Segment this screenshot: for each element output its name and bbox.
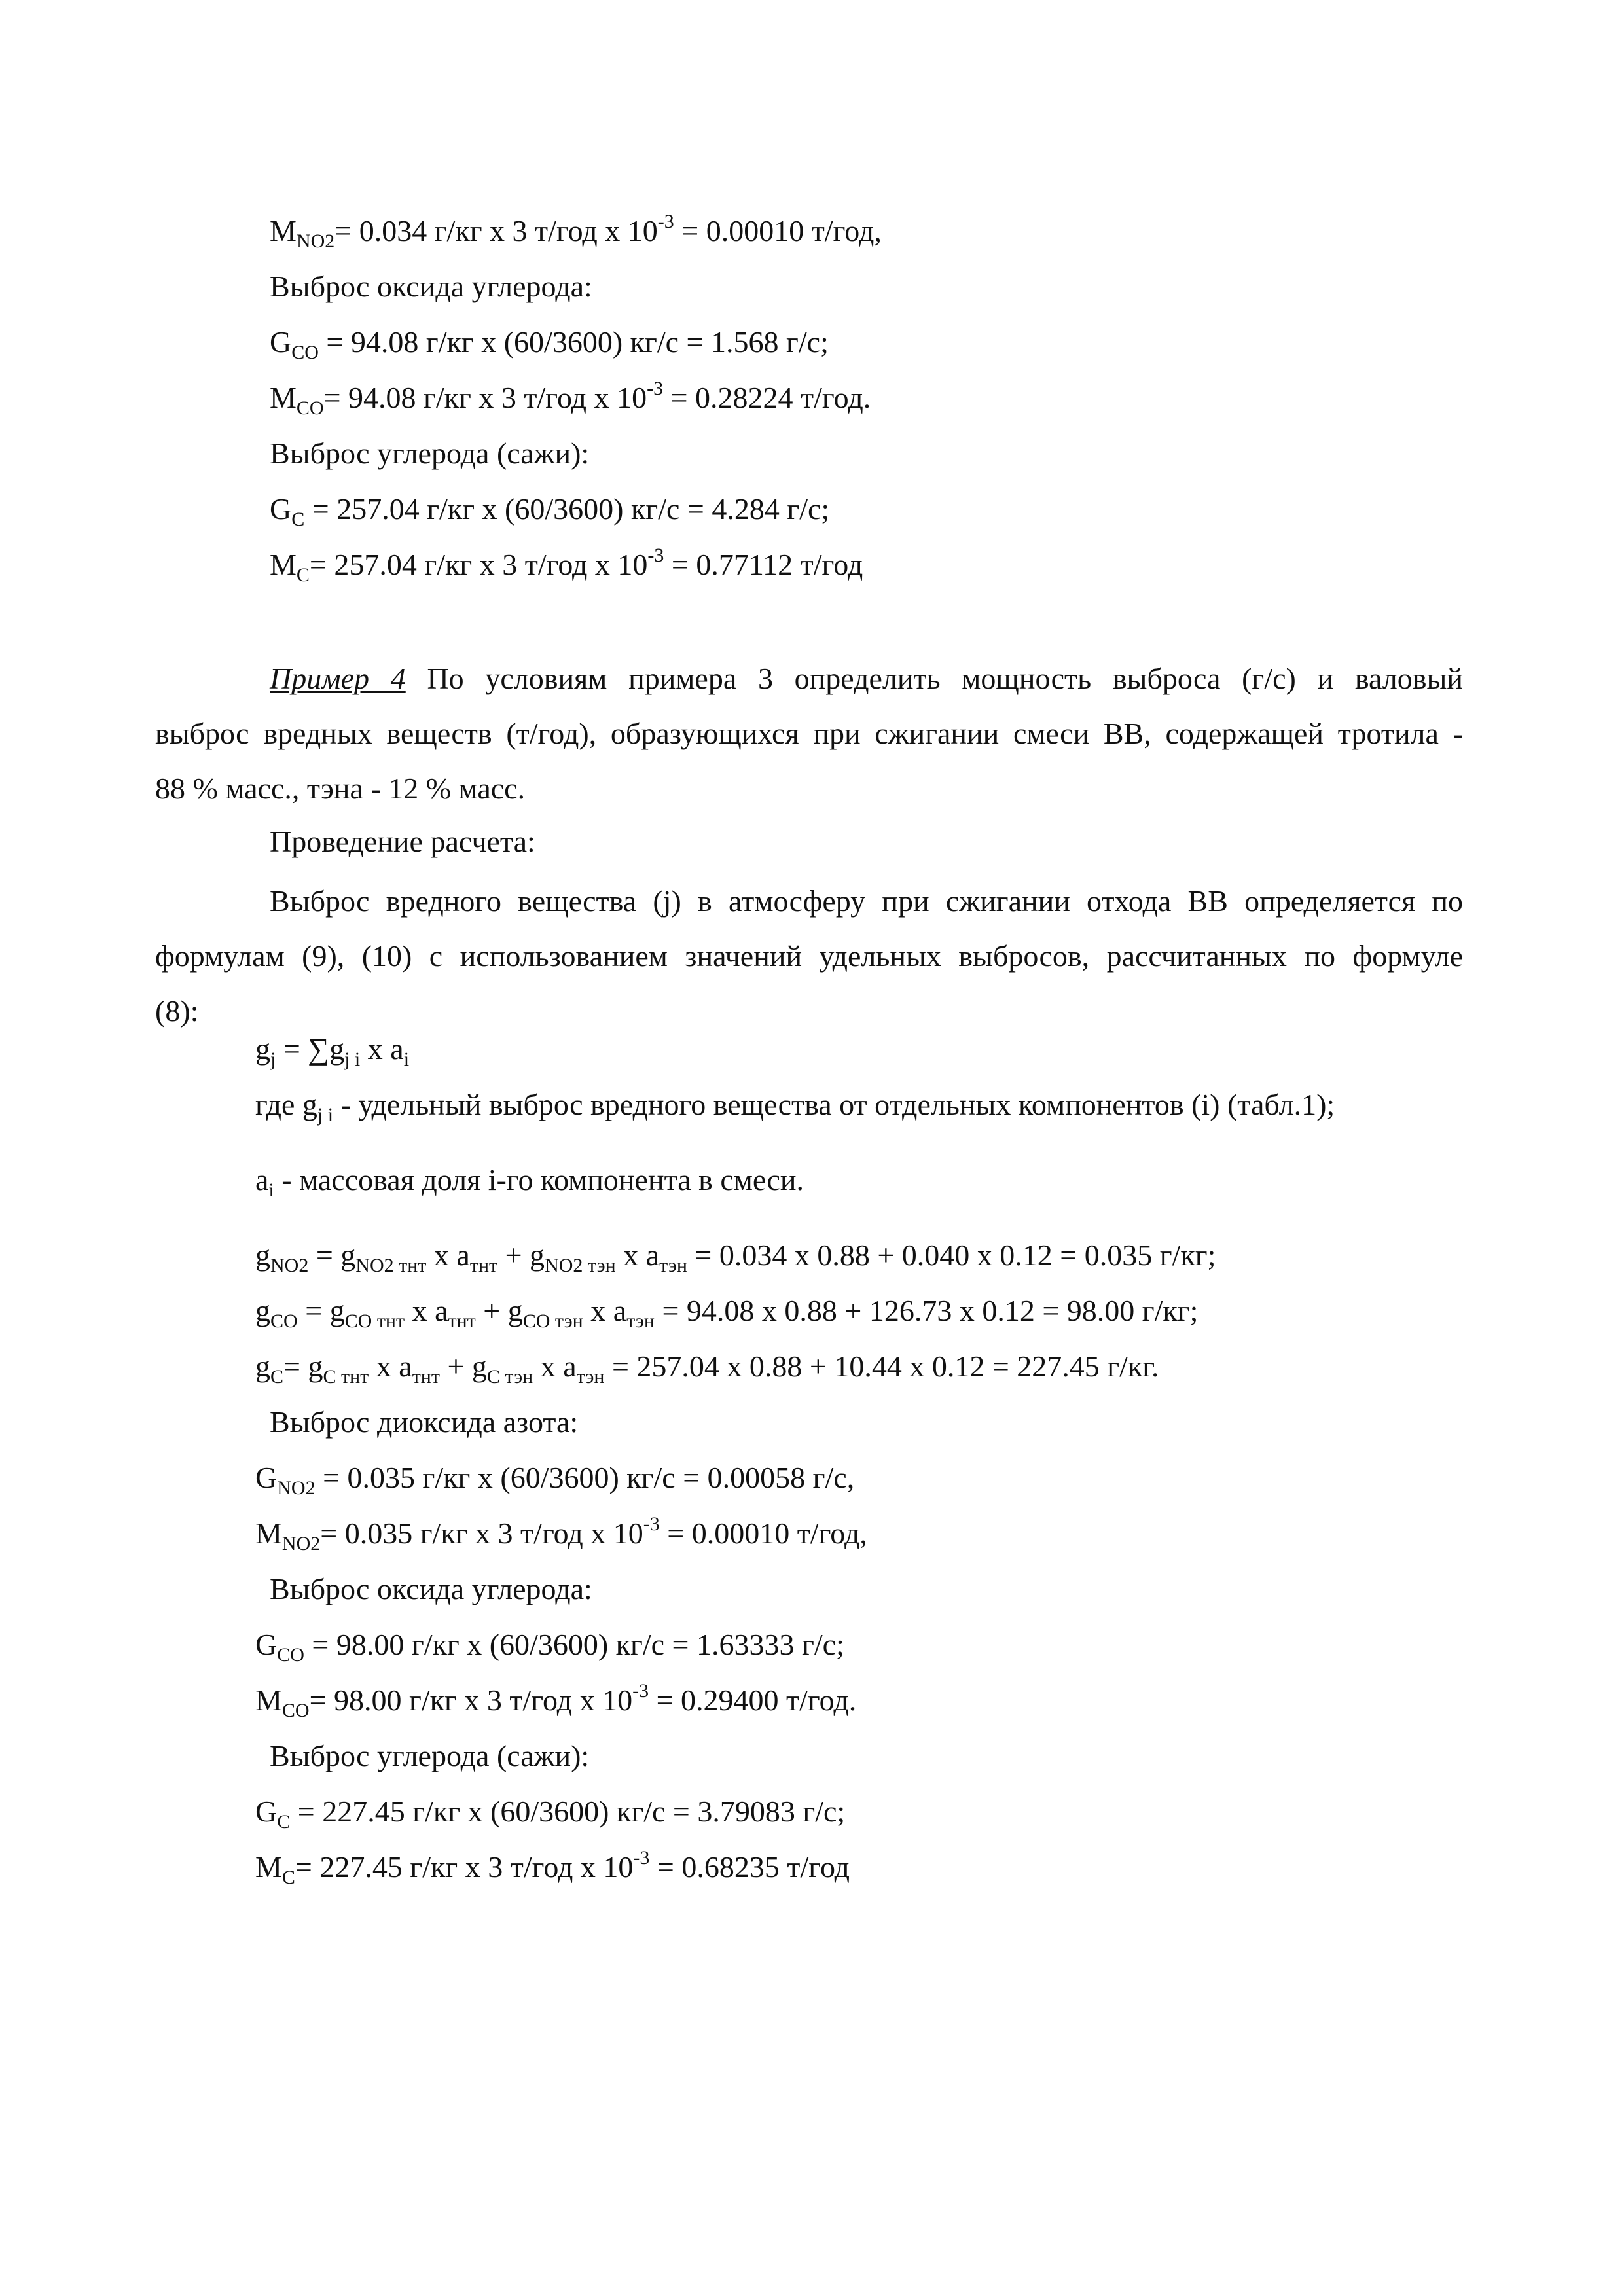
formula-part: C тнт [323, 1366, 369, 1388]
formula-part: = 257.04 г/кг х (60/3600) кг/с = 4.284 г/с; [304, 492, 830, 526]
line-m_no2_2 [255, 1513, 867, 1554]
formula-part: Выброс оксида углерода: [270, 270, 592, 303]
formula-part: - массовая доля i-го компонента в смеси. [274, 1163, 804, 1196]
formula-part: CO [296, 397, 324, 419]
formula-part: CO [281, 1700, 310, 1721]
line-m_co_2 [255, 1680, 857, 1721]
formula-part: NO2 [270, 1255, 309, 1276]
formula-part: M [255, 1516, 282, 1550]
formula-part: a [255, 1163, 269, 1196]
formula-part: + g [497, 1238, 545, 1272]
line-m_c_1 [270, 545, 863, 586]
formula-part: NO2 тэн [545, 1255, 616, 1276]
formula-part: = g [283, 1350, 323, 1383]
formula-part: х a [360, 1032, 404, 1066]
line-g_co_1 [270, 325, 829, 363]
formula-part: = 0.77112 т/год [664, 548, 863, 581]
formula-part: х a [583, 1294, 627, 1327]
formula-part: -3 [633, 1847, 650, 1869]
formula-part: CO [270, 1310, 298, 1332]
formula-part: тнт [412, 1366, 440, 1388]
formula-part: G [255, 1461, 278, 1494]
formula-part: х a [426, 1238, 470, 1272]
formula-part: M [270, 548, 297, 581]
formula-part: = g [308, 1238, 356, 1272]
formula-part: i [268, 1179, 274, 1201]
formula-part: Выброс диоксида азота: [270, 1405, 579, 1439]
formula-part: C [296, 564, 310, 586]
formula-part: G [270, 325, 292, 359]
formula-part: j i [317, 1104, 334, 1126]
formula-part: = 0.29400 т/год. [649, 1683, 857, 1717]
formula-part: = 94.08 г/кг х (60/3600) кг/с = 1.568 г/с; [318, 325, 829, 359]
formula-part: х a [533, 1350, 577, 1383]
formula-part: NO2 [281, 1533, 321, 1554]
formula-part: - удельный выброс вредного вещества от отдельных компонентов (i) (табл.1); [333, 1088, 1335, 1121]
line-where2 [255, 1163, 804, 1201]
formula-part: M [270, 381, 297, 414]
formula-part: G [255, 1628, 278, 1661]
formula-part: х a [405, 1294, 448, 1327]
formula-part: = 98.00 г/кг х 3 т/год х 10 [309, 1683, 633, 1717]
formula-part: CO [277, 1644, 304, 1666]
formula-part: = 0.035 г/кг х (60/3600) кг/с = 0.00058 г/с, [315, 1461, 855, 1494]
formula-part: G [255, 1795, 278, 1828]
formula-part: Выброс оксида углерода: [270, 1572, 592, 1605]
formula-part: G [270, 492, 292, 526]
formula-part: j i [344, 1049, 361, 1070]
formula-part: тнт [448, 1310, 476, 1332]
formula-part: C тэн [486, 1366, 533, 1388]
formula-part: = 257.04 г/кг х 3 т/год х 10 [309, 548, 648, 581]
formula-part: M [255, 1683, 282, 1717]
formula-part: тнт [469, 1255, 498, 1276]
line-g_no2_2 [255, 1461, 855, 1499]
formula-part: = ∑g [276, 1032, 345, 1066]
formula-part: M [270, 214, 297, 247]
example-line-1-text: По условиям примера 3 определить мощность выброса (г/с) и валовый [405, 662, 1463, 695]
formula-part: + g [475, 1294, 523, 1327]
formula-part: C [270, 1366, 284, 1388]
formula-part: g [255, 1238, 270, 1272]
formula-part: = 94.08 г/кг х 3 т/год х 10 [323, 381, 647, 414]
line-h_co_2 [270, 1574, 592, 1604]
line-m_no2_1 [270, 211, 882, 252]
formula-part: где g [255, 1088, 317, 1121]
formula-part: = g [297, 1294, 345, 1327]
line-gj [255, 1032, 410, 1070]
formula-part: -3 [647, 545, 664, 566]
line-g_c [255, 1350, 1159, 1388]
formula-part: + g [439, 1350, 487, 1383]
formula-part: х a [369, 1350, 412, 1383]
example-paragraph [155, 651, 1463, 816]
formula-part: тэн [659, 1255, 687, 1276]
calc-heading: Проведение расчета: [270, 825, 535, 858]
formula-part: Выброс углерода (сажи): [270, 1739, 590, 1772]
formula-part: = 98.00 г/кг х (60/3600) кг/с = 1.63333 г/с; [304, 1628, 844, 1661]
line-where1 [255, 1088, 1335, 1126]
formula-part: = 227.45 г/кг х 3 т/год х 10 [295, 1850, 634, 1884]
formula-part: C [277, 1811, 291, 1833]
formula-part: NO2 [296, 230, 335, 252]
formula-part: -3 [632, 1680, 649, 1702]
formula-part: -3 [657, 211, 674, 232]
formula-part: = 0.034 г/кг х 3 т/год х 10 [334, 214, 658, 247]
line-g_co [255, 1294, 1199, 1332]
formula-part: g [255, 1294, 270, 1327]
formula-part: -3 [643, 1513, 660, 1535]
method-paragraph [155, 874, 1463, 1039]
formula-part: = 94.08 х 0.88 + 126.73 х 0.12 = 98.00 г/кг; [654, 1294, 1199, 1327]
formula-part: = 0.68235 т/год [649, 1850, 850, 1884]
formula-part: = 227.45 г/кг х (60/3600) кг/с = 3.79083 г/с; [290, 1795, 846, 1828]
method-line-2: формулам (9), (10) с использованием значений удельных выбросов, рассчитанных по формуле [155, 939, 1463, 973]
formula-part: j [270, 1049, 276, 1070]
formula-part: тэн [626, 1310, 655, 1332]
formula-part: -3 [647, 378, 664, 399]
formula-part: CO тэн [522, 1310, 583, 1332]
formula-part: C [291, 509, 305, 530]
example-line-3: 88 % масс., тэна - 12 % масс. [155, 772, 526, 805]
formula-part: i [403, 1049, 410, 1070]
formula-part: = 257.04 х 0.88 + 10.44 х 0.12 = 227.45 г/кг. [604, 1350, 1159, 1383]
formula-part: g [255, 1032, 270, 1066]
formula-part: NO2 тнт [355, 1255, 427, 1276]
formula-part: = 0.00010 т/год, [674, 214, 882, 247]
formula-part: = 0.034 х 0.88 + 0.040 х 0.12 = 0.035 г/кг; [687, 1238, 1216, 1272]
line-g_c_2 [255, 1795, 846, 1833]
line-h_c_2 [270, 1741, 589, 1771]
line-m_co_1 [270, 378, 871, 419]
formula-part: CO тнт [344, 1310, 405, 1332]
example-line-2: выброс вредных веществ (т/год), образующихся при сжигании смеси ВВ, содержащей тротила - [155, 717, 1463, 750]
method-line-3: (8): [155, 994, 199, 1028]
formula-part: Выброс углерода (сажи): [270, 437, 590, 470]
example-line-1 [155, 651, 1463, 706]
formula-part: C [281, 1867, 295, 1888]
formula-part: х a [615, 1238, 660, 1272]
formula-part: CO [291, 342, 319, 363]
formula-part: = 0.00010 т/год, [659, 1516, 867, 1550]
formula-part: тэн [576, 1366, 605, 1388]
line-m_c_2 [255, 1847, 850, 1888]
formula-part: g [255, 1350, 270, 1383]
formula-part: M [255, 1850, 282, 1884]
line-g_no2 [255, 1238, 1216, 1276]
example-label: Пример 4 [270, 662, 406, 695]
line-h_c_1 [270, 439, 589, 469]
formula-part: NO2 [277, 1477, 316, 1499]
line-g_co_2 [255, 1628, 844, 1666]
line-h_no2_2 [270, 1407, 578, 1437]
line-h_co_1 [270, 272, 592, 302]
formula-part: = 0.035 г/кг х 3 т/год х 10 [320, 1516, 643, 1550]
formula-part: = 0.28224 т/год. [663, 381, 871, 414]
method-line-1: Выброс вредного вещества (j) в атмосферу при сжигании отхода ВВ определяется по [270, 884, 1463, 918]
line-g_c_1 [270, 492, 830, 530]
